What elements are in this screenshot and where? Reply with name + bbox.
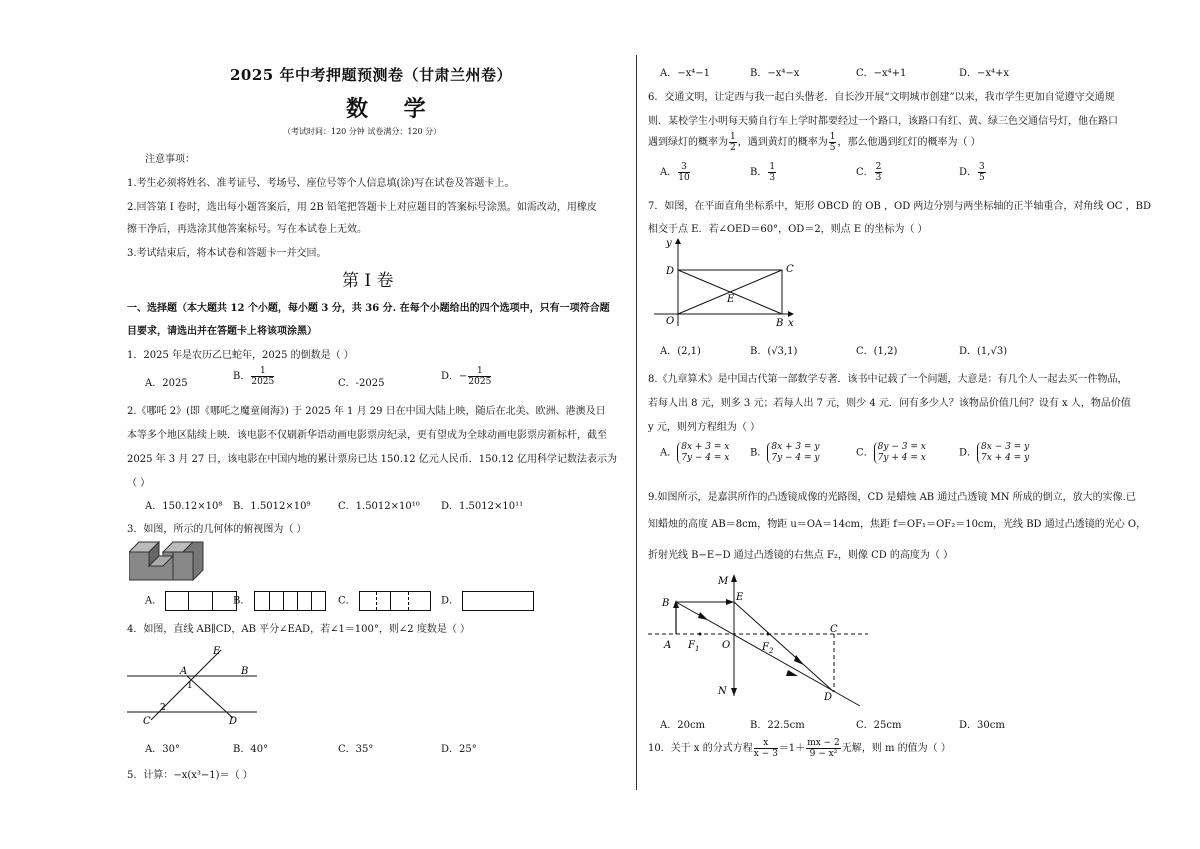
option-label: D．− bbox=[441, 371, 468, 382]
fraction: $\frac{2}{3}$ bbox=[875, 162, 882, 183]
q1-option-c: C．-2025 bbox=[338, 378, 385, 389]
q3-option-c bbox=[338, 591, 431, 611]
q6-option-b: B． $\frac{1}{3}$ bbox=[750, 162, 776, 183]
label-m: M bbox=[718, 576, 729, 587]
label-e: E bbox=[213, 646, 221, 657]
note-item: 3.考试结束后，将本试卷和答题卡一并交回。 bbox=[127, 248, 327, 259]
label-f1: $F_1$ bbox=[688, 640, 700, 653]
q5-stem: 5．计算：−x(x³−1)＝（ ） bbox=[127, 770, 253, 781]
label-2: 2 bbox=[160, 703, 166, 713]
q9-option-b: B．22.5cm bbox=[750, 720, 805, 731]
q8-option-a: A．8x + 3 = x 7y − 4 = x bbox=[660, 442, 730, 463]
q3-option-d bbox=[441, 591, 534, 611]
q4-option-c: C．35° bbox=[338, 744, 374, 755]
label-b: B bbox=[776, 318, 784, 329]
q2-option-c: C．1.5012×10¹⁰ bbox=[338, 501, 420, 512]
label-o: O bbox=[666, 316, 675, 327]
fraction: $\frac{1}{5}$ bbox=[829, 132, 836, 153]
fraction: $\frac{1}{2025}$ bbox=[468, 366, 492, 387]
q6-stem: 则．某校学生小明每天骑自行车上学时都要经过一个路口，该路口有红、黄、绿三色交通信号灯，他在路口 bbox=[648, 116, 1118, 127]
q9-option-a: A．20cm bbox=[660, 720, 706, 731]
top-view-d bbox=[462, 591, 534, 611]
top-view-b bbox=[254, 591, 326, 611]
q1-option-a: A．2025 bbox=[145, 378, 188, 389]
fraction: $\frac{1}{2025}$ bbox=[251, 366, 275, 387]
q4-option-a: A．30° bbox=[145, 744, 180, 755]
top-view-c bbox=[359, 591, 431, 611]
section-instruction: 一、选择题（本大题共 12 个小题，每小题 3 分，共 36 分. 在每个小题给出的四个选项中，只有一项符合题 bbox=[127, 303, 610, 314]
label-c: C bbox=[143, 716, 151, 727]
q2-option-d: D．1.5012×10¹¹ bbox=[441, 501, 524, 512]
q3-stem: 3．如图，所示的几何体的俯视图为（ ） bbox=[127, 524, 307, 535]
label-c: C bbox=[830, 624, 838, 635]
q3-option-a bbox=[145, 591, 237, 611]
q4-option-b: B．40° bbox=[233, 744, 269, 755]
label-o: O bbox=[722, 640, 731, 651]
q10-stem: 10．关于 x 的分式方程 $\frac{x}{x - 3}$ ＝1＋ $\frac{mx - 2}{\text{9 − x²}}$ 无解，则 m 的值为（ ） bbox=[648, 738, 951, 759]
fraction: $\frac{3}{5}$ bbox=[979, 162, 985, 183]
top-view-a bbox=[165, 591, 237, 611]
label-c: C bbox=[786, 264, 794, 275]
q2-stem: 2.《哪吒 2》(即《哪吒之魔童闹海》) 于 2025 年 1 月 29 日在中国大陆上映，随后在北美、欧洲、港澳及日 bbox=[127, 406, 606, 417]
q6-stem: 遇到绿灯的概率为 $\frac{1}{2}$ ，遇到黄灯的概率为 $\frac{1}{5}$ ，那么他遇到红灯的概率为（ ） bbox=[648, 132, 981, 153]
q8-stem: 8.《九章算术》是中国古代第一部数学专著．该书中记载了一个问题，大意是：有几个人一起去买一件物品， bbox=[648, 374, 1128, 385]
q7-option-c: C．(1,2) bbox=[856, 346, 898, 357]
fraction: $\frac{1}{3}$ bbox=[769, 162, 776, 183]
label-b: B bbox=[241, 666, 249, 677]
fraction: $\frac{mx - 2}{\text{9 − x²}}$ bbox=[807, 738, 840, 759]
q3-solid-figure bbox=[129, 540, 213, 584]
q5-option-d: D．−x⁴+x bbox=[959, 68, 1010, 79]
q7-option-b: B．(√3,1) bbox=[750, 346, 798, 357]
exam-title: 2025 年中考押题预测卷（甘肃兰州卷） bbox=[230, 66, 512, 84]
label-a: A bbox=[664, 640, 672, 651]
q5-option-b: B．−x⁴−x bbox=[750, 68, 800, 79]
fraction: $\frac{3}{10}$ bbox=[678, 162, 690, 183]
label-d: D bbox=[666, 266, 675, 277]
left-column bbox=[125, 0, 630, 849]
label-a: A bbox=[180, 666, 188, 677]
label-d: D bbox=[229, 716, 238, 727]
label-d: D bbox=[824, 692, 833, 703]
equation-system: 8y − 3 = x 7y + 4 = x bbox=[874, 442, 926, 464]
q2-stem: （ ） bbox=[127, 478, 151, 489]
exam-info: （考试时间：120 分钟 试卷满分：120 分） bbox=[283, 127, 442, 136]
notes-heading: 注意事项： bbox=[145, 154, 195, 165]
label-y: y bbox=[666, 238, 672, 249]
q6-stem: 6．交通文明，让定西与我一起白头偕老．自长沙开展“文明城市创建”以来，我市学生更加自觉遵守交通规 bbox=[648, 92, 1115, 103]
q5-option-a: A．−x⁴−1 bbox=[660, 68, 710, 79]
label-e: E bbox=[736, 592, 744, 603]
q5-option-c: C．−x⁴+1 bbox=[856, 68, 907, 79]
q1-stem: 1．2025 年是农历乙巳蛇年，2025 的倒数是（ ） bbox=[127, 350, 354, 361]
q6-option-c: C． $\frac{2}{3}$ bbox=[856, 162, 882, 183]
q7-option-d: D．(1,√3) bbox=[959, 346, 1008, 357]
subject-title: 数 学 bbox=[346, 96, 440, 122]
q4-option-d: D．25° bbox=[441, 744, 477, 755]
label-f2: $F_2$ bbox=[762, 642, 774, 655]
q2-option-b: B．1.5012×10⁹ bbox=[233, 501, 311, 512]
q4-stem: 4．如图，直线 AB∥CD，AB 平分∠EAD，若∠1＝100°，则∠2 度数是（ ） bbox=[127, 624, 470, 635]
note-item: 2.回答第 I 卷时，选出每小题答案后，用 2B 铅笔把答题卡上对应题目的答案标号涂黑。如需改动，用橡皮 bbox=[127, 202, 597, 213]
option-label: D． bbox=[441, 595, 460, 607]
column-divider bbox=[636, 55, 637, 790]
q4-figure bbox=[125, 642, 265, 728]
q3-option-b bbox=[233, 591, 326, 611]
option-label: B． bbox=[233, 595, 251, 607]
q9-stem: 9.如图所示，是嘉淇所作的凸透镜成像的光路图，CD 是蜡烛 AB 通过凸透镜 MN 所成的倒立，放大的实像.已 bbox=[648, 492, 1136, 503]
q7-stem: 相交于点 E．若∠OED＝60°，OD＝2，则点 E 的坐标为（ ） bbox=[648, 224, 928, 235]
q8-stem: y 元，则列方程组为（ ） bbox=[648, 422, 761, 433]
equation-system: 8x + 3 = y 7y − 4 = y bbox=[767, 442, 819, 464]
q2-option-a: A．150.12×10⁸ bbox=[145, 501, 223, 512]
q2-stem: 本等多个地区陆续上映．该电影不仅刷新华语动画电影票房纪录，更有望成为全球动画电影票房新标杆，截至 bbox=[127, 430, 607, 441]
note-item: 1.考生必须将姓名、准考证号、考场号、座位号等个人信息填(涂)写在试卷及答题卡上。 bbox=[127, 178, 515, 189]
q8-option-d: D．8x − 3 = y 7x + 4 = y bbox=[959, 442, 1030, 463]
q8-option-c: C．8y − 3 = x 7y + 4 = x bbox=[856, 442, 926, 463]
q1-option-d bbox=[441, 366, 492, 387]
q2-stem: 2025 年 3 月 27 日，该电影在中国内地的累计票房已达 150.12 亿元人民币．150.12 亿用科学记数法表示为 bbox=[127, 454, 617, 465]
q7-option-a: A．(2,1) bbox=[660, 346, 701, 357]
label-e: E bbox=[727, 294, 735, 305]
label-x: x bbox=[788, 318, 794, 329]
fraction: $\frac{x}{x - 3}$ bbox=[753, 738, 778, 759]
q9-option-c: C．25cm bbox=[856, 720, 902, 731]
q9-stem: 折射光线 B−E−D 通过凸透镜的右焦点 F₂，则像 CD 的高度为（ ） bbox=[648, 550, 954, 561]
equation-system: 8x + 3 = x 7y − 4 = x bbox=[677, 442, 729, 464]
q9-option-d: D．30cm bbox=[959, 720, 1005, 731]
q9-figure bbox=[648, 570, 878, 710]
q9-stem: 知蜡烛的高度 AB＝8cm，物距 u＝OA＝14cm，焦距 f＝OF₁＝OF₂＝10cm，光线 BD 通过凸透镜的光心 O， bbox=[648, 519, 1147, 530]
q7-figure bbox=[648, 236, 798, 330]
section-title: 第 I 卷 bbox=[342, 271, 394, 291]
label-n: N bbox=[718, 686, 727, 697]
label-b: B bbox=[662, 598, 670, 609]
q1-option-b bbox=[233, 366, 275, 387]
option-label: B． bbox=[233, 371, 251, 382]
q8-stem: 若每人出 8 元，则多 3 元；若每人出 7 元，则少 4 元．问有多少人？该物品价值几何？设有 x 人，物品价值 bbox=[648, 398, 1131, 409]
section-instruction: 目要求，请选出并在答题卡上将该项涂黑） bbox=[127, 326, 317, 337]
option-label: A． bbox=[145, 595, 163, 607]
q6-option-a: A． $\frac{3}{10}$ bbox=[660, 162, 690, 183]
q8-option-b: B．8x + 3 = y 7y − 4 = y bbox=[750, 442, 820, 463]
right-column bbox=[648, 0, 1153, 849]
note-item: 擦干净后，再选涂其他答案标号。写在本试卷上无效。 bbox=[127, 224, 367, 235]
q6-option-d: D． $\frac{3}{5}$ bbox=[959, 162, 985, 183]
label-1: 1 bbox=[187, 681, 193, 691]
q7-stem: 7．如图，在平面直角坐标系中，矩形 OBCD 的 OB ，OD 两边分别与两坐标轴的正半轴重合，对角线 OC ，BD bbox=[648, 201, 1151, 212]
option-label: C． bbox=[338, 595, 356, 607]
fraction: $\frac{1}{2}$ bbox=[730, 132, 736, 153]
equation-system: 8x − 3 = y 7x + 4 = y bbox=[977, 442, 1029, 464]
